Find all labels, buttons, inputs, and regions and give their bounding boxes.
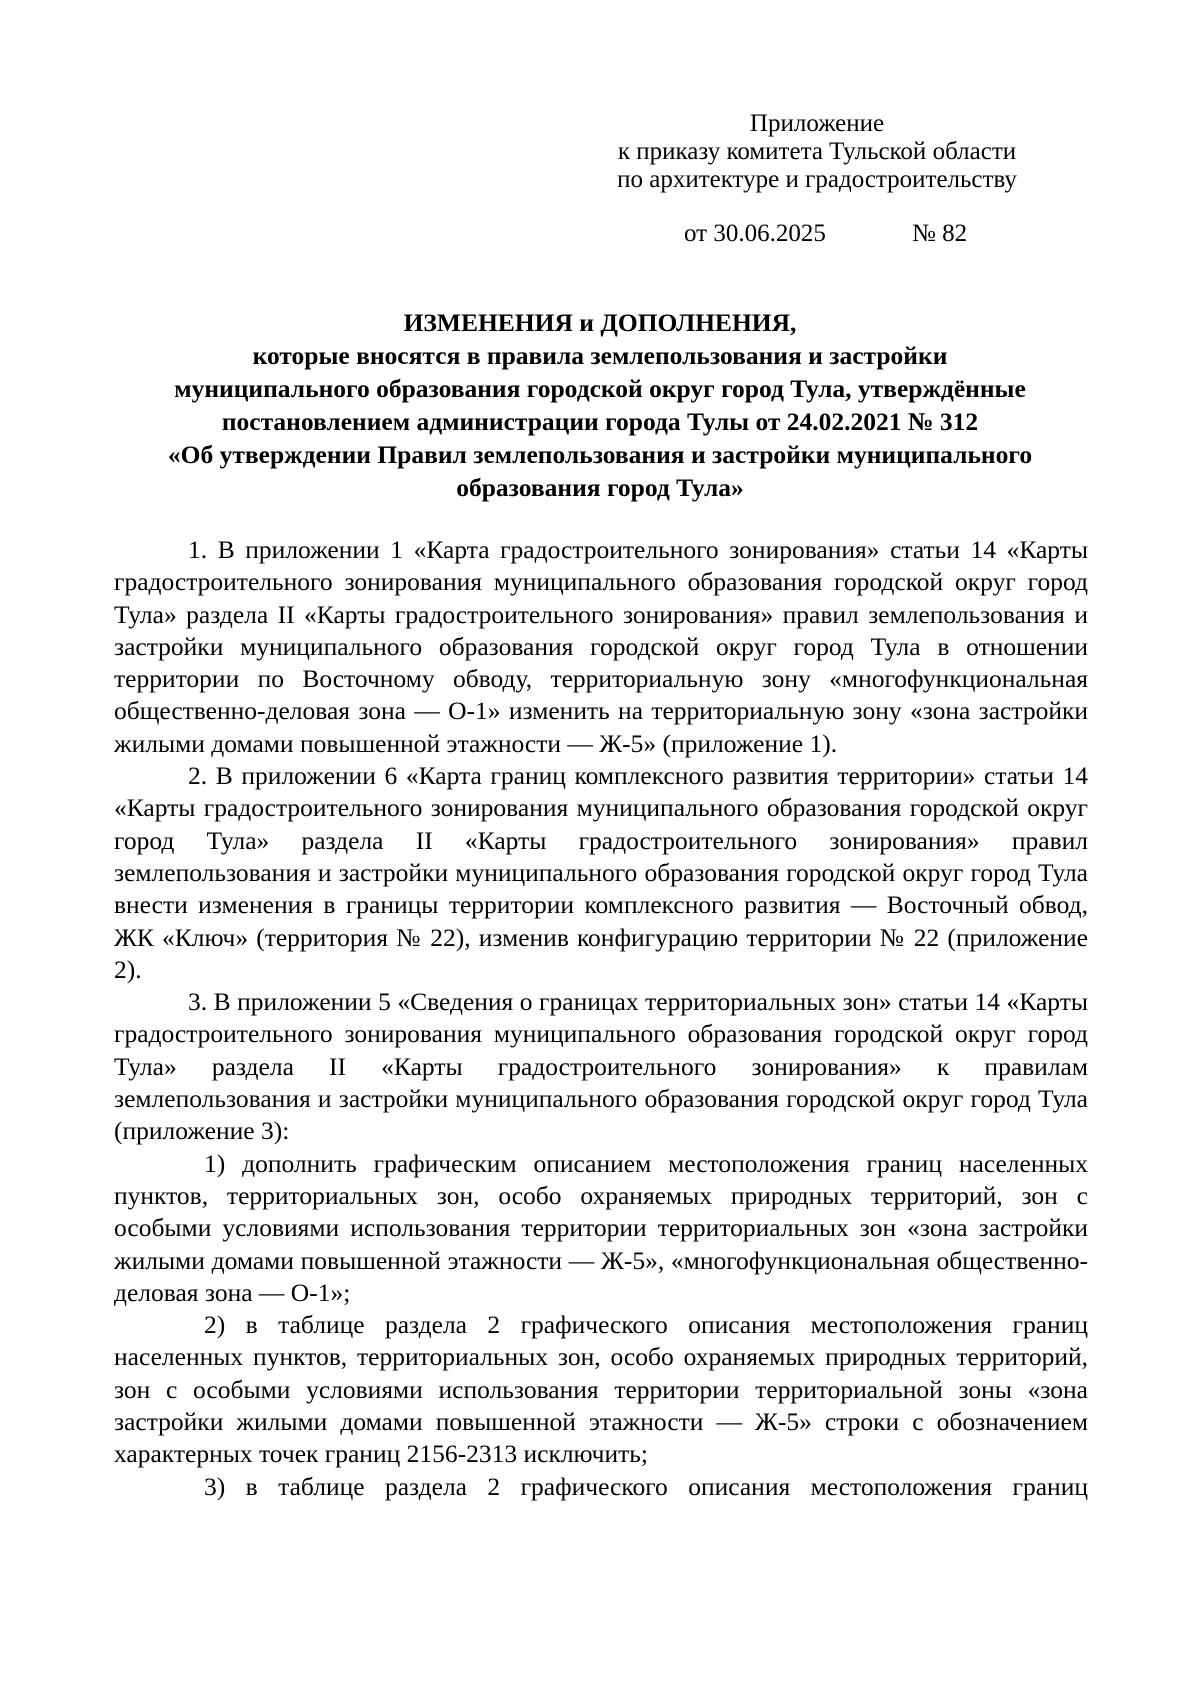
order-reference: к приказу комитета Тульской области: [617, 138, 1017, 165]
title-line-5: «Об утверждении Правил землепользования и застройки муниципального: [167, 440, 1033, 469]
order-date: от 30.06.2025: [684, 220, 826, 247]
order-number: № 82: [912, 220, 968, 247]
title-line-6: образования город Тула»: [456, 473, 744, 502]
paragraph-1: 1. В приложении 1 «Карта градостроительного зонирования» статьи 14 «Карты градостроительного зонирования муниципального образования городской округ город Тула» раздела II «Карты градостроительного зонирования» правил землепользования и застройки муниципального образования городской округ город Тула в отношении территории по Восточному обводу, территориальную зону «многофункциональная общественно-деловая зона — О-1» изменить на территориальную зону «зона застройки жилыми домами повышенной этажности — Ж-5» (приложение 1).: [114, 535, 1088, 758]
appendix-header: [582, 110, 1052, 194]
title-line-2: которые вносятся в правила землепользования и застройки: [252, 341, 948, 370]
document-body: [114, 534, 1088, 1503]
title-line-1: ИЗМЕНЕНИЯ и ДОПОЛНЕНИЯ,: [403, 308, 797, 337]
document-title: [110, 306, 1090, 504]
subparagraph-2: 2) в таблице раздела 2 графического описания местоположения границ населенных пунктов, территориальных зон, особо охраняемых природных территорий, зон с особыми условиями использования территории территориальной зоны «зона застройки жилыми домами повышенной этажности — Ж-5» строки с обозначением характерных точек границ 2156-2313 исключить;: [114, 1310, 1088, 1469]
committee-name: по архитектуре и градостроительству: [617, 166, 1017, 193]
paragraph-2: 2. В приложении 6 «Карта границ комплексного развития территории» статьи 14 «Карты градостроительного зонирования муниципального образования городской округ город Тула» раздела II «Карты градостроительного зонирования» правил землепользования и застройки муниципального образования городской округ город Тула внести изменения в границы территории комплексного развития — Восточный обвод, ЖК «Ключ» (территория № 22), изменив конфигурацию территории № 22 (приложение 2).: [114, 761, 1088, 984]
subparagraph-1: 1) дополнить графическим описанием местоположения границ населенных пунктов, территориальных зон, особо охраняемых природных территорий, зон с особыми условиями использования территории территориальных зон «зона застройки жилыми домами повышенной этажности — Ж-5», «многофункциональная общественно-деловая зона — О-1»;: [114, 1148, 1088, 1307]
paragraph-3: 3. В приложении 5 «Сведения о границах территориальных зон» статьи 14 «Карты градостроительного зонирования муниципального образования городской округ город Тула» раздела II «Карты градостроительного зонирования» к правилам землепользования и застройки муниципального образования городской округ город Тула (приложение 3):: [114, 987, 1088, 1146]
subparagraph-3: 3) в таблице раздела 2 графического описания местоположения границ: [204, 1471, 1088, 1501]
title-line-3: муниципального образования городской округ город Тула, утверждённые: [174, 374, 1026, 403]
title-line-4: постановлением администрации города Тулы от 24.02.2021 № 312: [221, 407, 979, 436]
appendix-label: Приложение: [749, 110, 885, 137]
